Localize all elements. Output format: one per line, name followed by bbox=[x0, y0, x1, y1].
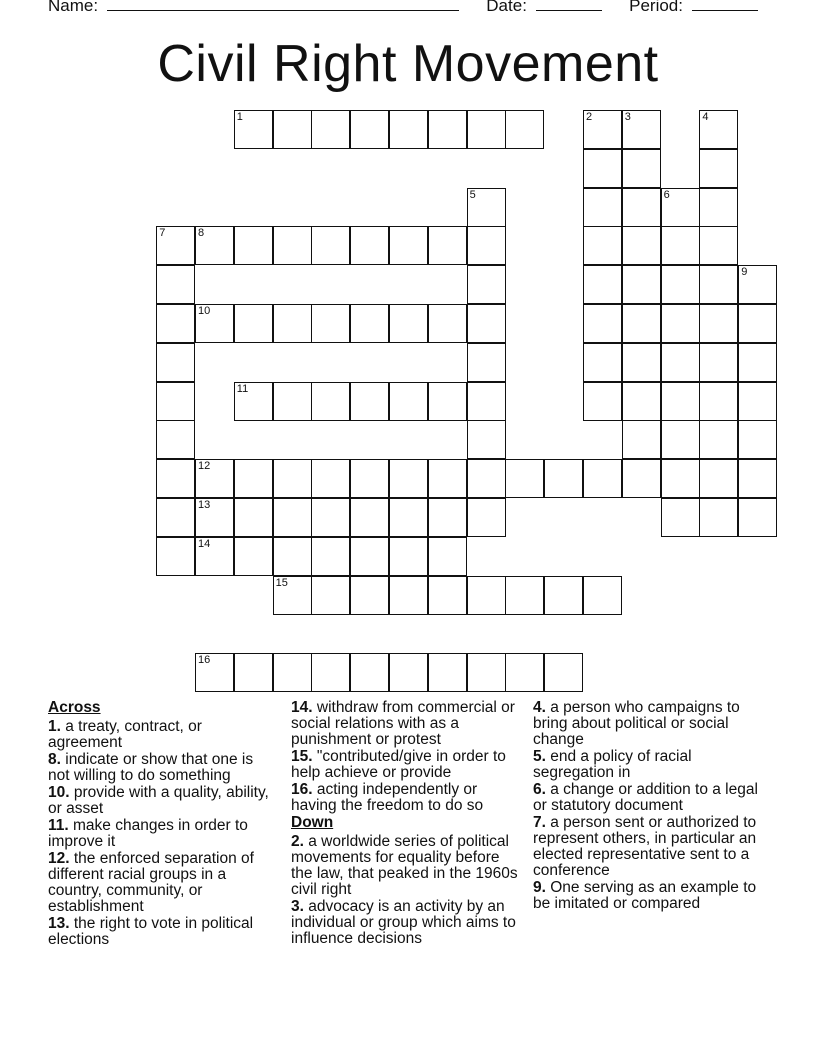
grid-cell[interactable] bbox=[699, 110, 738, 149]
grid-cell[interactable] bbox=[622, 265, 661, 304]
clue-num: 11. bbox=[48, 817, 69, 834]
grid-cell[interactable] bbox=[661, 226, 700, 265]
grid-cell[interactable] bbox=[699, 498, 738, 537]
grid-cell[interactable] bbox=[622, 226, 661, 265]
clues-column-1 bbox=[48, 700, 270, 949]
grid-cell[interactable] bbox=[195, 459, 234, 498]
grid-cell[interactable] bbox=[505, 653, 544, 692]
grid-cell[interactable] bbox=[389, 110, 428, 149]
grid-cell[interactable] bbox=[699, 226, 738, 265]
clue-number: 8 bbox=[198, 227, 205, 240]
clue-number: 14 bbox=[198, 537, 211, 550]
grid-cell[interactable] bbox=[699, 188, 738, 227]
clue-text: indicate or show that one is not willing to do something bbox=[48, 751, 254, 784]
grid-cell[interactable] bbox=[195, 537, 234, 576]
grid-cell[interactable] bbox=[234, 459, 273, 498]
clue-num: 7. bbox=[533, 814, 546, 831]
clue-text: a treaty, contract, or agreement bbox=[48, 718, 202, 751]
grid-cell[interactable] bbox=[544, 459, 583, 498]
clue-number: 1 bbox=[236, 111, 243, 123]
grid-cell[interactable] bbox=[544, 576, 583, 615]
grid-cell[interactable] bbox=[583, 382, 622, 421]
grid-cell[interactable] bbox=[428, 459, 467, 498]
clue-text: a worldwide series of political movements for equality before the law, that peaked in the 1960s civil right bbox=[291, 833, 518, 898]
grid-cell[interactable] bbox=[467, 265, 506, 304]
grid-cell[interactable] bbox=[273, 653, 312, 692]
grid-cell[interactable] bbox=[156, 226, 195, 265]
clue-number: 9 bbox=[741, 266, 748, 279]
clue-text: a change or addition to a legal or statutory document bbox=[533, 781, 758, 814]
grid-cell[interactable] bbox=[273, 226, 312, 265]
grid-cell[interactable] bbox=[389, 459, 428, 498]
clue-num: 10. bbox=[48, 784, 70, 801]
grid-cell[interactable] bbox=[234, 382, 273, 421]
clue-item bbox=[291, 782, 523, 814]
grid-cell[interactable] bbox=[467, 420, 506, 459]
grid-cell[interactable] bbox=[622, 188, 661, 227]
grid-cell[interactable] bbox=[738, 265, 777, 304]
grid-cell[interactable] bbox=[699, 382, 738, 421]
clue-text: acting independently or having the freedom to do so bbox=[291, 781, 484, 814]
across-heading: Across bbox=[48, 699, 101, 716]
grid-cell[interactable] bbox=[622, 343, 661, 382]
clue-num: 12. bbox=[48, 850, 70, 867]
clue-number: 7 bbox=[159, 227, 166, 240]
grid-cell[interactable] bbox=[273, 382, 312, 421]
grid-cell[interactable] bbox=[350, 537, 389, 576]
clue-text: the right to vote in political elections bbox=[48, 915, 254, 948]
grid-cell[interactable] bbox=[622, 110, 661, 149]
clue-number: 2 bbox=[586, 111, 593, 123]
grid-cell[interactable] bbox=[389, 226, 428, 265]
grid-cell[interactable] bbox=[467, 498, 506, 537]
grid-cell[interactable] bbox=[234, 537, 273, 576]
grid-cell[interactable] bbox=[156, 343, 195, 382]
clue-num: 3. bbox=[291, 898, 304, 915]
grid-cell[interactable] bbox=[467, 343, 506, 382]
clue-text: end a policy of racial segregation in bbox=[533, 748, 692, 781]
grid-cell[interactable] bbox=[699, 420, 738, 459]
grid-cell[interactable] bbox=[505, 110, 544, 149]
grid-cell[interactable] bbox=[661, 188, 700, 227]
grid-cell[interactable] bbox=[467, 459, 506, 498]
period-label: Period: bbox=[629, 0, 683, 15]
clue-item bbox=[533, 749, 761, 781]
clue-item bbox=[533, 782, 761, 814]
grid-cell[interactable] bbox=[661, 343, 700, 382]
grid-cell[interactable] bbox=[428, 576, 467, 615]
clue-num: 14. bbox=[291, 699, 313, 716]
grid-cell[interactable] bbox=[699, 459, 738, 498]
grid-cell[interactable] bbox=[467, 382, 506, 421]
grid-cell[interactable] bbox=[234, 498, 273, 537]
grid-cell[interactable] bbox=[156, 459, 195, 498]
clue-number: 3 bbox=[624, 111, 631, 123]
grid-cell[interactable] bbox=[389, 537, 428, 576]
clue-item bbox=[48, 785, 270, 817]
grid-cell[interactable] bbox=[467, 653, 506, 692]
grid-cell[interactable] bbox=[428, 382, 467, 421]
grid-cell[interactable] bbox=[156, 537, 195, 576]
grid-cell[interactable] bbox=[195, 226, 234, 265]
grid-cell[interactable] bbox=[311, 537, 350, 576]
grid-cell[interactable] bbox=[389, 653, 428, 692]
grid-cell[interactable] bbox=[389, 498, 428, 537]
grid-cell[interactable] bbox=[583, 343, 622, 382]
clue-item bbox=[48, 719, 270, 751]
grid-cell[interactable] bbox=[467, 188, 506, 227]
grid-cell[interactable] bbox=[622, 149, 661, 188]
grid-cell[interactable] bbox=[583, 110, 622, 149]
grid-cell[interactable] bbox=[661, 459, 700, 498]
grid-cell[interactable] bbox=[428, 110, 467, 149]
grid-cell[interactable] bbox=[505, 459, 544, 498]
clue-num: 6. bbox=[533, 781, 546, 798]
grid-cell[interactable] bbox=[428, 226, 467, 265]
grid-cell[interactable] bbox=[234, 226, 273, 265]
grid-cell[interactable] bbox=[583, 576, 622, 615]
clue-item bbox=[48, 752, 270, 784]
clue-number: 6 bbox=[663, 188, 670, 201]
grid-cell[interactable] bbox=[738, 459, 777, 498]
grid-cell[interactable] bbox=[467, 304, 506, 343]
grid-cell[interactable] bbox=[583, 265, 622, 304]
grid-cell[interactable] bbox=[350, 382, 389, 421]
grid-cell[interactable] bbox=[156, 304, 195, 343]
grid-cell[interactable] bbox=[234, 110, 273, 149]
grid-cell[interactable] bbox=[622, 420, 661, 459]
date-label: Date: bbox=[486, 0, 527, 15]
grid-cell[interactable] bbox=[622, 304, 661, 343]
clue-item bbox=[291, 749, 523, 781]
clue-text: a person who campaigns to bring about political or social change bbox=[533, 699, 740, 748]
grid-cell[interactable] bbox=[311, 459, 350, 498]
grid-cell[interactable] bbox=[738, 382, 777, 421]
grid-cell[interactable] bbox=[234, 304, 273, 343]
clue-item bbox=[533, 880, 761, 912]
clue-num: 8. bbox=[48, 751, 61, 768]
grid-cell[interactable] bbox=[467, 226, 506, 265]
clue-number: 11 bbox=[236, 382, 249, 395]
clue-item bbox=[48, 818, 270, 850]
clue-num: 13. bbox=[48, 915, 70, 932]
grid-cell[interactable] bbox=[195, 304, 234, 343]
grid-cell[interactable] bbox=[273, 576, 312, 615]
clue-num: 4. bbox=[533, 699, 546, 716]
clue-text: One serving as an example to be imitated or compared bbox=[533, 879, 757, 912]
grid-cell[interactable] bbox=[622, 459, 661, 498]
clue-number: 4 bbox=[702, 111, 709, 123]
grid-cell[interactable] bbox=[273, 498, 312, 537]
clue-number: 13 bbox=[198, 499, 211, 511]
grid-cell[interactable] bbox=[428, 304, 467, 343]
grid-cell[interactable] bbox=[350, 304, 389, 343]
grid-cell[interactable] bbox=[699, 304, 738, 343]
grid-cell[interactable] bbox=[389, 382, 428, 421]
grid-cell[interactable] bbox=[661, 498, 700, 537]
clue-number: 15 bbox=[275, 576, 288, 589]
grid-cell[interactable] bbox=[661, 382, 700, 421]
grid-cell[interactable] bbox=[234, 653, 273, 692]
clue-text: "contributed/give in order to help achieve or provide bbox=[291, 748, 506, 781]
clues-column-2 bbox=[291, 700, 523, 948]
grid-cell[interactable] bbox=[583, 304, 622, 343]
grid-cell[interactable] bbox=[505, 576, 544, 615]
grid-cell[interactable] bbox=[273, 537, 312, 576]
clue-text: withdraw from commercial or social relations with as a punishment or protest bbox=[291, 699, 515, 748]
grid-cell[interactable] bbox=[699, 149, 738, 188]
clue-text: the enforced separation of different racial groups in a country, community, or establishment bbox=[48, 850, 254, 915]
clue-text: advocacy is an activity by an individual or group which aims to influence decisions bbox=[291, 898, 516, 947]
clue-text: provide with a quality, ability, or asset bbox=[48, 784, 269, 817]
grid-cell[interactable] bbox=[583, 188, 622, 227]
grid-cell[interactable] bbox=[273, 304, 312, 343]
grid-cell[interactable] bbox=[661, 420, 700, 459]
clue-item bbox=[48, 916, 270, 948]
clue-number: 16 bbox=[198, 654, 211, 667]
grid-cell[interactable] bbox=[661, 265, 700, 304]
grid-cell[interactable] bbox=[311, 304, 350, 343]
clues-column-3 bbox=[533, 700, 761, 913]
grid-cell[interactable] bbox=[350, 498, 389, 537]
grid-cell[interactable] bbox=[156, 265, 195, 304]
clue-num: 9. bbox=[533, 879, 546, 896]
grid-cell[interactable] bbox=[738, 498, 777, 537]
grid-cell[interactable] bbox=[738, 343, 777, 382]
page-title: Civil Right Movement bbox=[157, 35, 659, 93]
down-heading: Down bbox=[291, 814, 334, 831]
clue-number: 12 bbox=[198, 460, 211, 473]
grid-cell[interactable] bbox=[195, 498, 234, 537]
grid-cell[interactable] bbox=[273, 459, 312, 498]
name-label: Name: bbox=[48, 0, 99, 15]
clue-number: 10 bbox=[198, 305, 211, 317]
clue-num: 15. bbox=[291, 748, 313, 765]
grid-cell[interactable] bbox=[311, 653, 350, 692]
clue-item bbox=[533, 815, 761, 879]
grid-cell[interactable] bbox=[311, 382, 350, 421]
clue-number: 5 bbox=[469, 188, 476, 201]
clue-item bbox=[291, 834, 523, 898]
clue-num: 5. bbox=[533, 748, 546, 765]
grid-cell[interactable] bbox=[428, 653, 467, 692]
grid-cell[interactable] bbox=[350, 653, 389, 692]
clue-item bbox=[533, 700, 761, 748]
grid-cell[interactable] bbox=[583, 226, 622, 265]
clue-item bbox=[291, 700, 523, 748]
clue-text: a person sent or authorized to represent others, in particular an elected representative sent to a conference bbox=[533, 814, 757, 879]
grid-cell[interactable] bbox=[273, 110, 312, 149]
grid-cell[interactable] bbox=[699, 265, 738, 304]
grid-cell[interactable] bbox=[311, 576, 350, 615]
grid-cell[interactable] bbox=[350, 576, 389, 615]
clue-num: 16. bbox=[291, 781, 313, 798]
grid-cell[interactable] bbox=[389, 576, 428, 615]
grid-cell[interactable] bbox=[583, 149, 622, 188]
grid-cell[interactable] bbox=[544, 653, 583, 692]
grid-cell[interactable] bbox=[350, 110, 389, 149]
grid-cell[interactable] bbox=[195, 653, 234, 692]
grid-cell[interactable] bbox=[311, 226, 350, 265]
grid-cell[interactable] bbox=[738, 304, 777, 343]
grid-cell[interactable] bbox=[350, 459, 389, 498]
clue-item bbox=[291, 899, 523, 947]
grid-cell[interactable] bbox=[661, 304, 700, 343]
clue-num: 1. bbox=[48, 718, 61, 735]
grid-cell[interactable] bbox=[156, 382, 195, 421]
grid-cell[interactable] bbox=[467, 576, 506, 615]
grid-cell[interactable] bbox=[622, 382, 661, 421]
clue-text: make changes in order to improve it bbox=[48, 817, 248, 850]
grid-cell[interactable] bbox=[389, 304, 428, 343]
grid-cell[interactable] bbox=[583, 459, 622, 498]
grid-cell[interactable] bbox=[699, 343, 738, 382]
grid-cell[interactable] bbox=[311, 498, 350, 537]
clue-item bbox=[48, 851, 270, 915]
grid-cell[interactable] bbox=[156, 420, 195, 459]
grid-cell[interactable] bbox=[156, 498, 195, 537]
grid-cell[interactable] bbox=[738, 420, 777, 459]
grid-cell[interactable] bbox=[428, 537, 467, 576]
grid-cell[interactable] bbox=[350, 226, 389, 265]
grid-cell[interactable] bbox=[428, 498, 467, 537]
clue-num: 2. bbox=[291, 833, 304, 850]
grid-cell[interactable] bbox=[467, 110, 506, 149]
grid-cell[interactable] bbox=[311, 110, 350, 149]
